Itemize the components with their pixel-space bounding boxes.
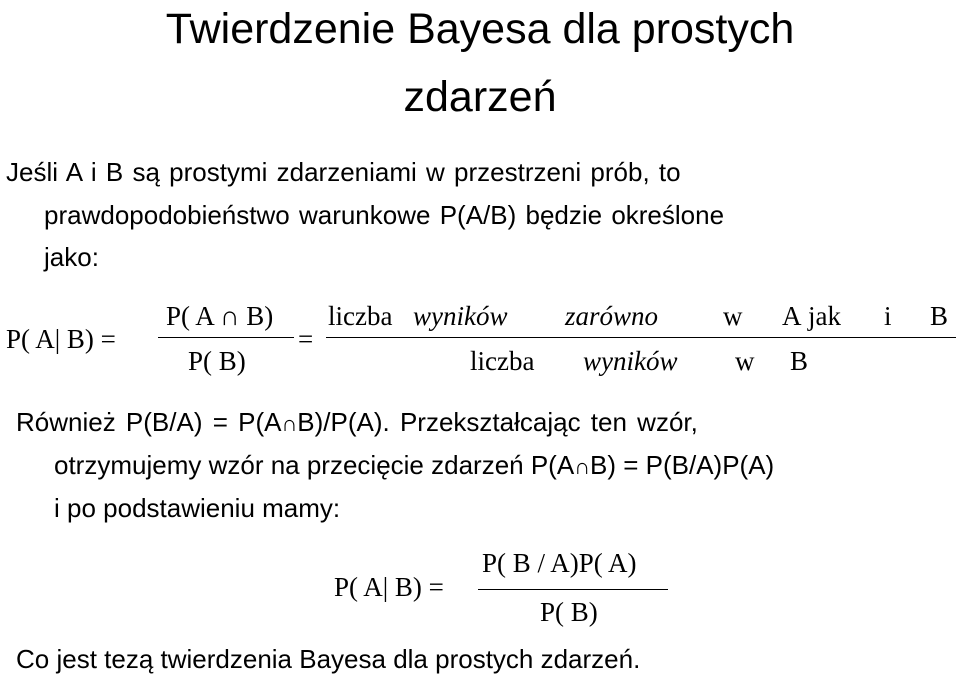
rhs-den-word: liczba [470, 346, 535, 376]
rhs-num-word: w [723, 301, 743, 331]
intersection-symbol: ∩ [281, 411, 298, 436]
rhs-den-word: w [735, 346, 755, 376]
rhs-num-word: B [930, 301, 949, 331]
rhs-den-word: wyników [583, 346, 678, 376]
rhs-num-word: liczba [328, 301, 393, 331]
paragraph1-line3: jako: [44, 242, 99, 272]
paragraph2-line2-part-a: otrzymujemy wzór na przecięcie zdarzeń P(A [54, 450, 575, 480]
formula2-denominator: P( B) [540, 597, 598, 627]
formula1-fraction-line [158, 337, 294, 338]
paragraph1-line1: Jeśli A i B są prostymi zdarzeniami w przestrzeni prób, to [6, 157, 681, 187]
formula2-numerator: P( B / A)P( A) [482, 548, 637, 578]
formula1-equals: = [298, 324, 314, 354]
formula2-fraction-line [478, 589, 668, 590]
paragraph2-line1-part-b: B)/P(A). Przekształcając ten wzór, [297, 407, 698, 437]
formula1-denominator: P( B) [188, 346, 246, 376]
formula1-rhs-fraction-line [326, 337, 956, 338]
page-title-line1: Twierdzenie Bayesa dla prostych [165, 5, 795, 53]
paragraph2-line1-part-a: Również P(B/A) = P(A [16, 407, 282, 437]
rhs-num-word: wyników [413, 301, 508, 331]
paragraph2-line2 [54, 450, 774, 482]
intersection-symbol: ∩ [574, 454, 590, 479]
formula1-lhs: P( A| B) = [6, 324, 116, 354]
rhs-num-word: i [884, 301, 892, 331]
rhs-num-word: jak [808, 301, 841, 331]
page-title-line2: zdarzeń [403, 73, 557, 121]
paragraph2-line3: i po podstawieniu mamy: [54, 493, 341, 523]
paragraph2-line1 [16, 407, 698, 439]
rhs-num-word: A [782, 301, 802, 331]
rhs-den-word: B [790, 346, 809, 376]
conclusion-text: Co jest tezą twierdzenia Bayesa dla prostych zdarzeń. [16, 644, 641, 674]
paragraph1-line2: prawdopodobieństwo warunkowe P(A/B) będzie określone [44, 200, 725, 230]
formula2-lhs: P( A| B) = [334, 572, 444, 602]
paragraph2-line2-part-b: B) = P(B/A)P(A) [590, 450, 775, 480]
rhs-num-word: zarówno [565, 301, 659, 331]
formula1-numerator: P( A ∩ B) [166, 301, 274, 331]
